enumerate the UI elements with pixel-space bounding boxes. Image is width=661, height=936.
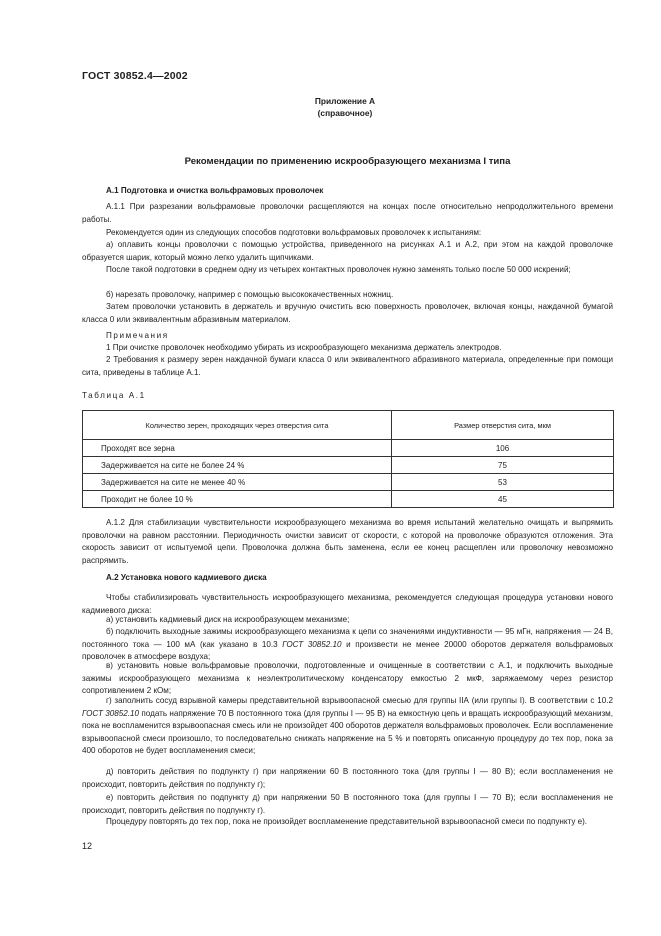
paragraph-item-v: в) установить новые вольфрамовые проволочки, подготовленные и очищенные в соответствии с А.1, и подключить выходные зажимы искрообразующего механизма к неэлектролитическому конденсатору емкостью 2 мкФ, заряжаемому через резистор сопротивлением 2 кОм;: [82, 661, 613, 696]
item-b-standard-ref: ГОСТ 30852.10: [282, 639, 342, 649]
paragraph-closing: Процедуру повторять до тех пор, пока не произойдет воспламенение представительной взрывоопасной смеси по подпункту е).: [106, 817, 588, 826]
table-row: [83, 491, 614, 508]
table-cell: Задерживается на сите не более 24 %: [83, 457, 392, 474]
item-g-standard-ref: ГОСТ 30852.10: [82, 708, 140, 718]
item-b-text: б) подключить выходные зажимы искрообразующего механизма к цепи со значениями индуктивности — 95 мГн, напряжения — 24 В, постоянного тока — 100 мА (как указано в 10.3: [82, 627, 613, 649]
table-cell: Проходит не более 10 %: [83, 491, 392, 508]
table-cell: 45: [392, 491, 614, 508]
main-title: Рекомендации по применению искрообразующего механизма I типа: [184, 156, 511, 167]
item-g-text: г) заполнить сосуд взрывной камеры представительной взрывоопасной смесью для группы IIА (или группы I). В соответствии с 10.2: [106, 696, 613, 705]
paragraph-methods: Рекомендуется один из следующих способов подготовки вольфрамовых проволочек к испытаниям:: [106, 228, 482, 237]
paragraph-item-a: а) установить кадмиевый диск на искрообразующем механизме;: [106, 615, 350, 624]
sieve-table: [82, 410, 614, 508]
item-g-text-end: подать напряжение 70 В постоянного тока (для группы I — 95 В) на емкостную цепь и вращать искрообразующий механизм, пока не воспламенится взрывоопасная смесь или не произойдет 400 оборотов держателя вольфрамовых проволочек. Если воспламенение взрывоопасной смеси произошло, то последовательно снижать напряжение на 5 % и повторять описанную процедуру до тех пор, пока за 400 оборотов не будет воспламенения смеси;: [82, 708, 613, 756]
note-1: 1 При очистке проволочек необходимо убирать из искрообразующего механизма держатель электродов.: [106, 343, 502, 352]
paragraph-procedure-intro: Чтобы стабилизировать чувствительность искрообразующего механизма, рекомендуется следующая процедура установки нового кадмиевого диска:: [82, 593, 613, 615]
paragraph-item-b: [82, 626, 613, 664]
appendix-subtitle: (справочное): [317, 108, 373, 118]
appendix-title: Приложение А: [314, 96, 376, 106]
page-number: 12: [82, 841, 93, 851]
table-header-cell: Количество зерен, проходящих через отверстия сита: [83, 411, 392, 440]
paragraph-replacement: После такой подготовки в среднем одну из четырех контактных проволочек нужно заменять только после 50 000 искрений;: [106, 265, 571, 274]
section-2-heading: А.2 Установка нового кадмиевого диска: [106, 573, 267, 582]
item-b-text-end: и произвести не менее 20000 оборотов держателя вольфрамовых проволочек в атмосфере воздуха;: [82, 639, 613, 662]
section-1-heading: А.1 Подготовка и очистка вольфрамовых проволочек: [106, 186, 324, 195]
paragraph-cleaning: Затем проволочки установить в держатель и вручную очистить всю поверхность проволочек, включая концы, наждачной бумагой класса 0 или эквивалентным абразивным материалом.: [82, 302, 613, 324]
table-cell: Проходят все зерна: [83, 440, 392, 457]
table-cell: 75: [392, 457, 614, 474]
table-cell: Задерживается на сите не менее 40 %: [83, 474, 392, 491]
notes-label: Примечания: [106, 331, 169, 340]
paragraph-method-a: а) оплавить концы проволочки с помощью устройства, приведенного на рисунках А.1 и А.2, при этом на каждой проволочке образуется шарик, который можно легко удалить щипчиками.: [82, 240, 613, 262]
table-row: [83, 474, 614, 491]
paragraph-a12: А.1.2 Для стабилизации чувствительности искрообразующего механизма во время испытаний желательно очищать и выпрямить проволочки на равном расстоянии. Периодичность очистки зависит от скорости, с которой на проволочке образуются отложения. Эта скорость зависит от испытуемой цепи. Проволочка должна быть заменена, если ее конец расщеплен или проволочку невозможно распрямить.: [82, 518, 613, 565]
paragraph-item-d: д) повторить действия по подпункту г) при напряжении 60 В постоянного тока (для группы I — 80 В); если воспламенения не происходит, повторить действия по подпункту г);: [82, 767, 613, 789]
paragraph-item-e: е) повторить действия по подпункту д) при напряжении 50 В постоянного тока (для группы I — 70 В); если воспламенения не происходит, повторить действия по подпункту г).: [82, 793, 613, 815]
paragraph-method-b: б) нарезать проволочку, например с помощью высококачественных ножниц.: [106, 290, 394, 299]
table-header-cell: Размер отверстия сита, мкм: [392, 411, 614, 440]
document-header: ГОСТ 30852.4—2002: [82, 70, 188, 82]
paragraph-a11: А.1.1 При разрезании вольфрамовые проволочки расщепляются на концах после относительно непродолжительного времени работы.: [82, 202, 613, 224]
paragraph-item-g: [82, 695, 613, 758]
table-label: Таблица А.1: [82, 391, 146, 400]
note-2: 2 Требования к размеру зерен наждачной бумаги класса 0 или эквивалентного абразивного материала, определенные при помощи сита, приведены в таблице А.1.: [82, 355, 613, 377]
table-cell: 106: [392, 440, 614, 457]
table-row: [83, 440, 614, 457]
table-row: [83, 457, 614, 474]
table-cell: 53: [392, 474, 614, 491]
table-header-row: [83, 411, 614, 440]
